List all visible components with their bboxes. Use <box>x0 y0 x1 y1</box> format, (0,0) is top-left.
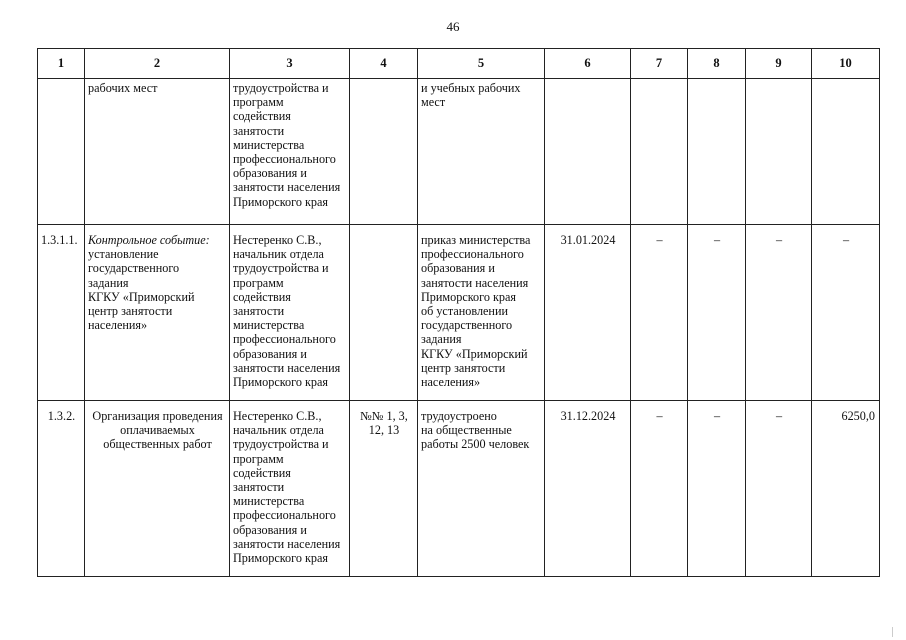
table-row <box>38 401 880 577</box>
col8-cell <box>688 79 746 225</box>
indicator-cell <box>350 225 418 401</box>
table-row <box>38 225 880 401</box>
col7-cell <box>631 79 688 225</box>
plan-table <box>37 48 880 577</box>
result-cell: трудоустроено на общественные работы 2500 человек <box>418 401 545 577</box>
activity-name-text: Организация проведения оплачиваемых общественных работ <box>92 409 223 452</box>
col10-cell: 6250,0 <box>812 401 880 577</box>
control-event-label: Контрольное событие: <box>88 233 210 247</box>
table-header-row <box>38 49 880 79</box>
responsible-cell: Нестеренко С.В., начальник отдела трудоустройства и программ содействия занятости министерства профессионального образования и занятости населения Приморского края <box>230 401 350 577</box>
responsible-cell: Нестеренко С.В., начальник отдела трудоустройства и программ содействия занятости министерства профессионального образования и занятости населения Приморского края <box>230 225 350 401</box>
header-cell-3: 3 <box>230 49 350 79</box>
col9-cell <box>746 79 812 225</box>
col8-cell: – <box>688 401 746 577</box>
table-row <box>38 79 880 225</box>
activity-name-text: установление государственного задания КГКУ «Приморский центр занятости населения» <box>88 247 195 333</box>
col10-cell: – <box>812 225 880 401</box>
responsible-cell: трудоустройства и программ содействия занятости министерства профессионального образования и занятости населения Приморского края <box>230 79 350 225</box>
row-number-cell <box>38 79 85 225</box>
col7-cell: – <box>631 401 688 577</box>
col9-cell: – <box>746 225 812 401</box>
date-cell: 31.12.2024 <box>545 401 631 577</box>
indicator-cell: №№ 1, 3, 12, 13 <box>350 401 418 577</box>
header-cell-9: 9 <box>746 49 812 79</box>
result-cell: приказ министерства профессионального образования и занятости населения Приморского края об установлении государственного задания КГКУ «Приморский центр занятости населения» <box>418 225 545 401</box>
activity-name-cell <box>85 79 230 225</box>
page-number: 46 <box>446 19 460 34</box>
activity-name-cell <box>85 401 230 577</box>
header-cell-4: 4 <box>350 49 418 79</box>
col8-cell: – <box>688 225 746 401</box>
header-cell-7: 7 <box>631 49 688 79</box>
header-cell-6: 6 <box>545 49 631 79</box>
header-cell-2: 2 <box>85 49 230 79</box>
activity-name-text: рабочих мест <box>88 81 158 95</box>
header-cell-5: 5 <box>418 49 545 79</box>
header-cell-1: 1 <box>38 49 85 79</box>
col10-cell <box>812 79 880 225</box>
date-cell: 31.01.2024 <box>545 225 631 401</box>
indicator-cell <box>350 79 418 225</box>
result-cell: и учебных рабочих мест <box>418 79 545 225</box>
scan-margin-mark <box>892 627 893 637</box>
col7-cell: – <box>631 225 688 401</box>
col9-cell: – <box>746 401 812 577</box>
header-cell-8: 8 <box>688 49 746 79</box>
header-cell-10: 10 <box>812 49 880 79</box>
row-number-cell: 1.3.1.1. <box>38 225 85 401</box>
activity-name-cell <box>85 225 230 401</box>
row-number-cell: 1.3.2. <box>38 401 85 577</box>
date-cell <box>545 79 631 225</box>
